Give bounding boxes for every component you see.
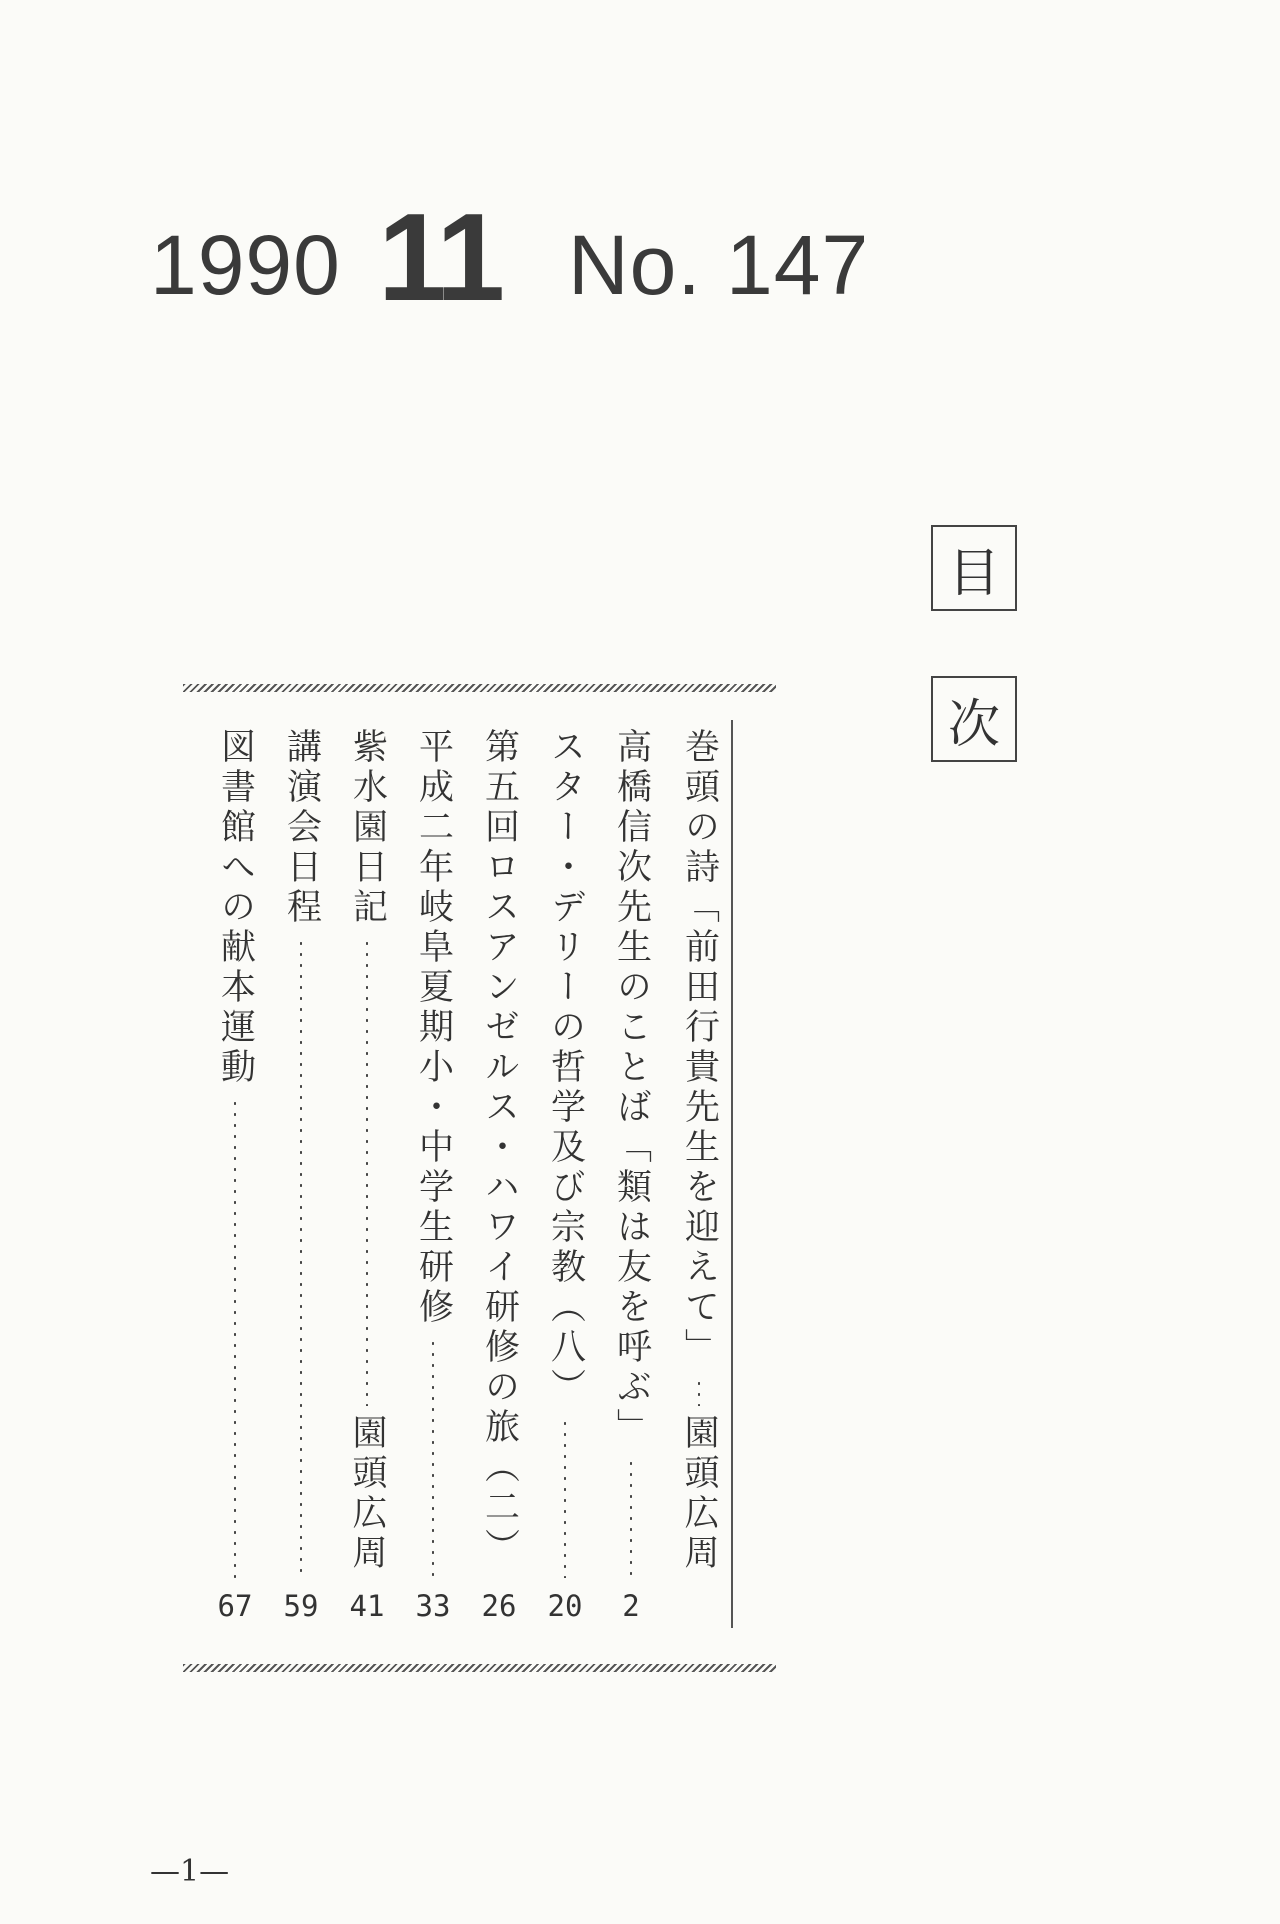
toc-entry-title: 図書館への献本運動 [215,728,256,1088]
toc-divider-line [731,720,733,1628]
toc-entry[interactable] [600,728,662,1628]
toc-entry-page: 2 [622,1589,640,1623]
issue-month: 11 [378,189,502,327]
toc-entry-page: 20 [547,1589,583,1623]
toc-entry-title: 平成二年岐阜夏期小・中学生研修 [413,728,454,1328]
toc-leader-dots [234,1098,236,1578]
toc-entry[interactable] [204,728,266,1628]
toc-entry-page: 26 [481,1589,517,1623]
toc-leader-dots [432,1338,434,1578]
toc-entry-author: 園頭広周 [679,1414,719,1574]
toc-entry-title: スター・デリーの哲学及び宗教（八） [545,728,586,1408]
toc-leader-dots [366,938,368,1406]
toc-heading-char-1: 目 [931,525,1017,611]
toc-entry-page: 41 [349,1589,385,1623]
toc-heading-char-2: 次 [931,676,1017,762]
toc-entry[interactable] [668,728,730,1628]
toc-entry-title: 高橋信次先生のことば「類は友を呼ぶ」 [611,728,652,1448]
toc-entry[interactable] [468,728,530,1628]
toc-entry-page: 67 [217,1589,253,1623]
toc-leader-dots [698,1378,700,1406]
issue-year: 1990 [150,218,341,312]
toc-entry[interactable] [534,728,596,1628]
toc-entry-page: 59 [283,1589,319,1623]
issue-number: No. 147 [568,218,870,312]
toc-entry[interactable] [336,728,398,1628]
toc-entry-title: 紫水園日記 [347,728,388,928]
toc-entry-title: 講演会日程 [281,728,322,928]
decorative-rule-bottom [183,1664,776,1672]
toc-entry-author: 園頭広周 [347,1414,387,1574]
toc-entry[interactable] [270,728,332,1628]
toc-leader-dots [300,938,302,1578]
toc-entry-title: 第五回ロスアンゼルス・ハワイ研修の旅（二） [479,728,520,1568]
toc-leader-dots [564,1418,566,1578]
toc-entry-title: 巻頭の詩「前田行貴先生を迎えて」 [679,728,720,1368]
toc-leader-dots [630,1458,632,1578]
toc-entry[interactable] [402,728,464,1628]
page-folio: —1— [150,1854,230,1889]
decorative-rule-top [183,684,776,692]
toc-entry-page: 33 [415,1589,451,1623]
